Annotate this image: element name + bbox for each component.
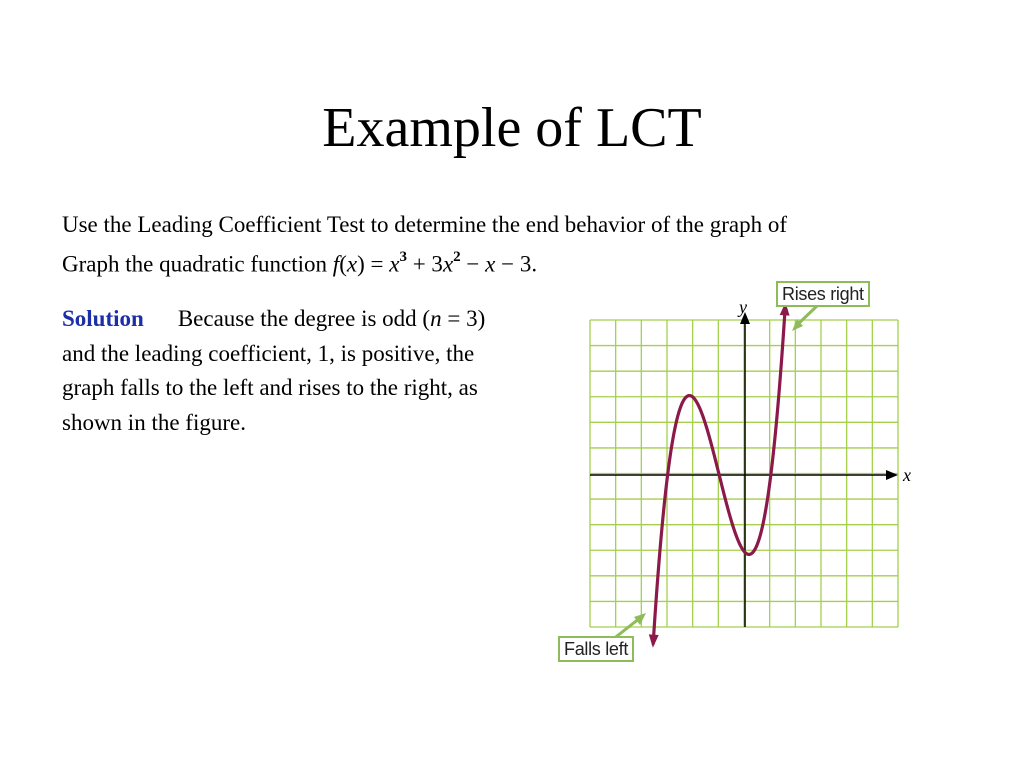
- problem-line-2: Graph the quadratic function $f(x) = x^3 + 3x^2 - x - 3$.: [62, 249, 538, 277]
- minus-sign: −: [460, 251, 486, 277]
- graph-grid: [590, 320, 898, 627]
- square-exponent: 2: [453, 249, 461, 265]
- x-axis-arrowhead: [886, 470, 898, 480]
- solution-part-1: Because the degree is odd (: [177, 306, 431, 331]
- x-axis-label: x: [903, 465, 911, 485]
- function-name: f: [332, 251, 340, 277]
- constant-term: − 3.: [495, 251, 538, 277]
- rises-right-label: Rises right: [776, 281, 870, 307]
- solution-label: Solution: [62, 306, 144, 331]
- function-variable: x: [346, 251, 358, 277]
- problem-line-1: Use the Leading Coefficient Test to determine the end behavior of the graph of: [62, 212, 787, 237]
- cubic-exponent: 3: [399, 249, 407, 265]
- solution-part-2: = 3) and the leading coefficient, 1, is positive, the graph falls to the left and rises to the right, as shown in the figure.: [62, 306, 486, 435]
- linear-term: x: [485, 251, 496, 277]
- slide-title: Example of LCT: [322, 97, 702, 159]
- rises-right-pointer: [797, 305, 818, 325]
- falls-left-label: Falls left: [558, 636, 634, 662]
- problem-line-2-prefix: Graph the quadratic function: [62, 251, 333, 277]
- y-axis-label: y: [739, 297, 747, 317]
- cubic-term-base: x: [389, 251, 400, 277]
- callout-lines: [612, 305, 818, 640]
- equals-sign: =: [364, 251, 390, 277]
- graph-axes: [590, 297, 911, 627]
- plus-three: + 3: [406, 251, 443, 277]
- degree-variable: n: [430, 306, 442, 331]
- curve-left-arrowhead: [649, 634, 659, 647]
- square-term-base: x: [442, 251, 454, 277]
